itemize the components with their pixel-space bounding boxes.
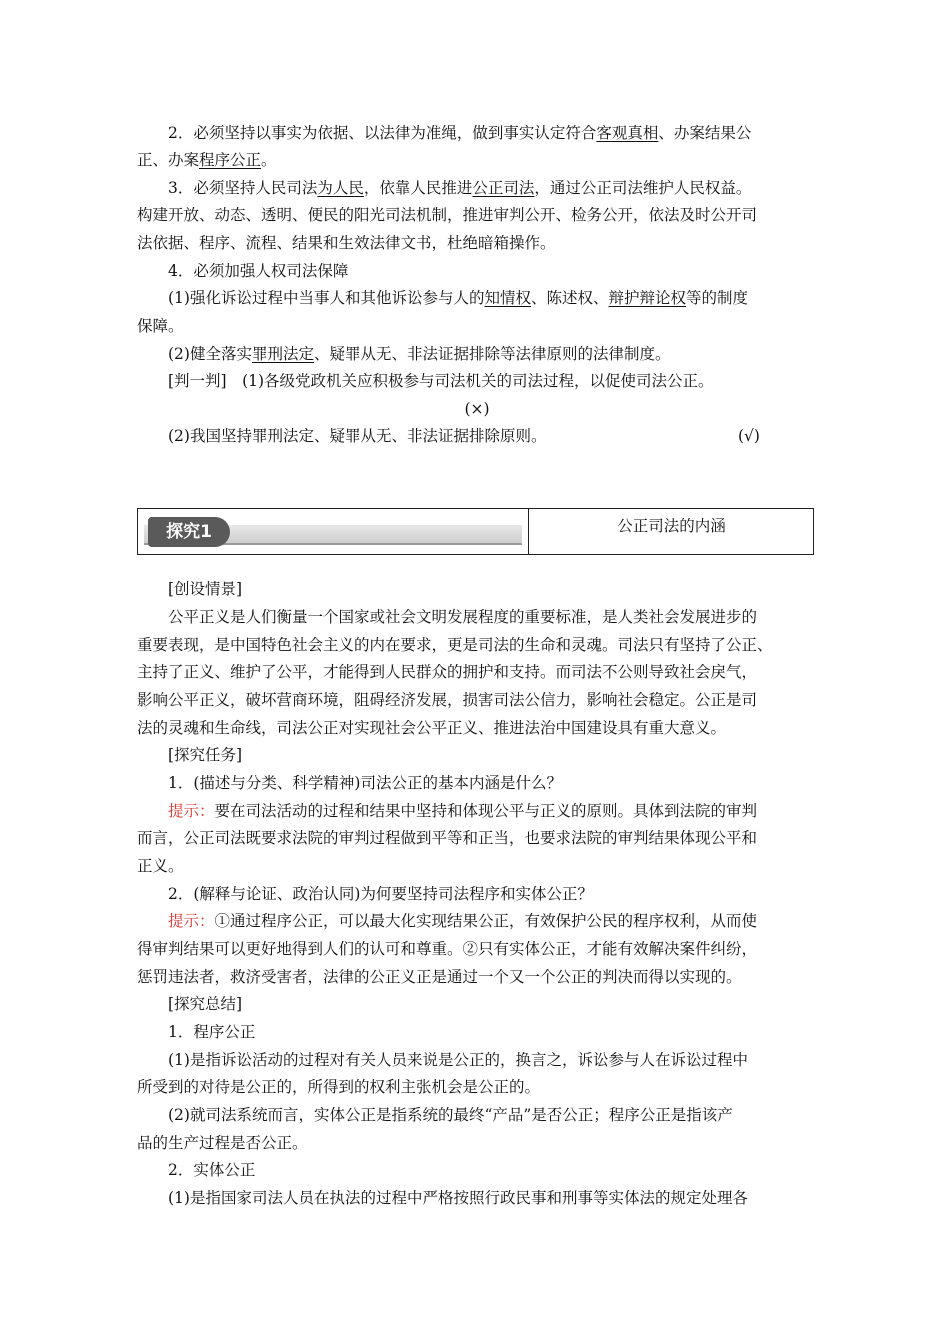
underlined-term: 辩护辩论权 <box>608 289 687 307</box>
text-run: 、陈述权、 <box>530 289 609 307</box>
paragraph-3-line-2: 构建开放、动态、透明、便民的阳光司法机制，推进审判公开、检务公开，依法及时公开司 <box>137 206 758 224</box>
paragraph-4-1-line-2: 保障。 <box>137 317 184 335</box>
text-run: 正、办案 <box>137 151 200 169</box>
summary-1-1-line-1: (1)是指诉讼活动的过程对有关人员来说是公正的，换言之，诉讼参与人在诉讼过程中 <box>168 1051 748 1069</box>
paragraph-2-line-1 <box>168 121 848 145</box>
summary-2-1-line-1: (1)是指国家司法人员在执法的过程中严格按照行政民事和刑事等实体法的规定处理各 <box>168 1189 748 1207</box>
answer-2-line-2: 得审判结果可以更好地得到人们的认可和尊重。②只有实体公正，才能有效解决案件纠纷， <box>137 940 758 958</box>
question-2: 2．(解释与论证、政治认同)为何要坚持司法程序和实体公正？ <box>168 885 593 903</box>
summary-1-1-line-2: 所受到的对待是公正的，所得到的权利主张机会是公正的。 <box>137 1078 541 1096</box>
summary-2-heading: 2．实体公正 <box>168 1161 256 1179</box>
judge-item-1: [判一判] (1)各级党政机关应积极参与司法机关的司法过程，以促使司法公正。 <box>168 372 714 390</box>
scene-line-4: 影响公平正义，破坏营商环境，阻碍经济发展，损害司法公信力，影响社会稳定。公正是司 <box>137 691 758 709</box>
summary-heading: [探究总结] <box>168 995 243 1013</box>
answer-2-line-1 <box>168 909 848 933</box>
judge-item-2-mark: (√) <box>738 427 760 445</box>
scene-line-5: 法的灵魂和生命线，司法公正对实现社会公平正义、推进法治中国建设具有重大意义。 <box>137 719 727 737</box>
answer-2-line-3: 惩罚违法者，救济受害者，法律的公正义正是通过一个又一个公正的判决而得以实现的。 <box>137 968 742 986</box>
text-run: ①通过程序公正，可以最大化实现结果公正，有效保护公民的程序权利，从而使 <box>214 912 758 930</box>
summary-1-heading: 1．程序公正 <box>168 1023 256 1041</box>
paragraph-3-line-3: 法依据、程序、流程、结果和生效法律文书，杜绝暗箱操作。 <box>137 234 556 252</box>
answer-1-line-2: 而言，公正司法既要求法院的审判过程做到平等和正当，也要求法院的审判结果体现公平和 <box>137 829 758 847</box>
answer-1-line-1 <box>168 799 848 823</box>
text-run: 2．必须坚持以事实为依据、以法律为准绳，做到事实认定符合 <box>168 124 597 142</box>
section-tag: 探究1 <box>148 517 230 547</box>
underlined-term: 公正司法 <box>472 179 535 197</box>
scene-line-3: 主持了正义、维护了公平，才能得到人民群众的拥护和支持。而司法不公则导致社会戾气， <box>137 663 758 681</box>
text-run: (1)强化诉讼过程中当事人和其他诉讼参与人的 <box>168 289 485 307</box>
paragraph-4-heading: 4．必须加强人权司法保障 <box>168 262 349 280</box>
underlined-term: 罪刑法定 <box>251 345 314 363</box>
hint-label: 提示： <box>168 802 215 820</box>
underlined-term: 程序公正 <box>199 151 262 169</box>
text-run: ，依靠人民推进 <box>363 179 473 197</box>
judge-item-2 <box>168 424 848 448</box>
section-header-box <box>137 508 814 555</box>
judge-item-1-mark: (×) <box>464 400 490 418</box>
summary-1-2-line-1: (2)就司法系统而言，实体公正是指系统的最终“产品”是否公正；程序公正是指该产 <box>168 1106 733 1124</box>
task-heading: [探究任务] <box>168 746 243 764</box>
paragraph-2-line-2 <box>137 148 817 172</box>
section-tag-area <box>144 517 522 549</box>
underlined-term: 客观真相 <box>596 124 659 142</box>
text-run: 3．必须坚持人民司法 <box>168 179 318 197</box>
underlined-term: 知情权 <box>484 289 531 307</box>
scene-line-2: 重要表现，是中国特色社会主义的内在要求，更是司法的生命和灵魂。司法只有坚持了公正、 <box>137 636 773 654</box>
answer-1-line-3: 正义。 <box>137 857 184 875</box>
text-run: ，通过公正司法维护人民权益。 <box>534 179 752 197</box>
text-run: 、办案结果公 <box>658 124 752 142</box>
question-1: 1．(描述与分类、科学精神)司法公正的基本内涵是什么？ <box>168 774 562 792</box>
hint-label: 提示： <box>168 912 215 930</box>
text-run: 要在司法活动的过程和结果中坚持和体现公平与正义的原则。具体到法院的审判 <box>214 802 758 820</box>
scene-line-1: 公平正义是人们衡量一个国家或社会文明发展程度的重要标准，是人类社会发展进步的 <box>168 608 758 626</box>
scene-heading: [创设情景] <box>168 580 243 598</box>
summary-1-2-line-2: 品的生产过程是否公正。 <box>137 1134 308 1152</box>
text-run: 、疑罪从无、非法证据排除等法律原则的法律制度。 <box>313 345 671 363</box>
underlined-term: 为人民 <box>317 179 364 197</box>
paragraph-4-1-line-1 <box>168 286 848 310</box>
text-run: 等的制度 <box>686 289 749 307</box>
section-title: 公正司法的内涵 <box>617 517 726 535</box>
paragraph-4-2 <box>168 342 848 366</box>
paragraph-3-line-1 <box>168 176 848 200</box>
text-run: (2)我国坚持罪刑法定、疑罪从无、非法证据排除原则。 <box>168 427 547 445</box>
text-run: (2)健全落实 <box>168 345 252 363</box>
text-run: 。 <box>261 151 277 169</box>
